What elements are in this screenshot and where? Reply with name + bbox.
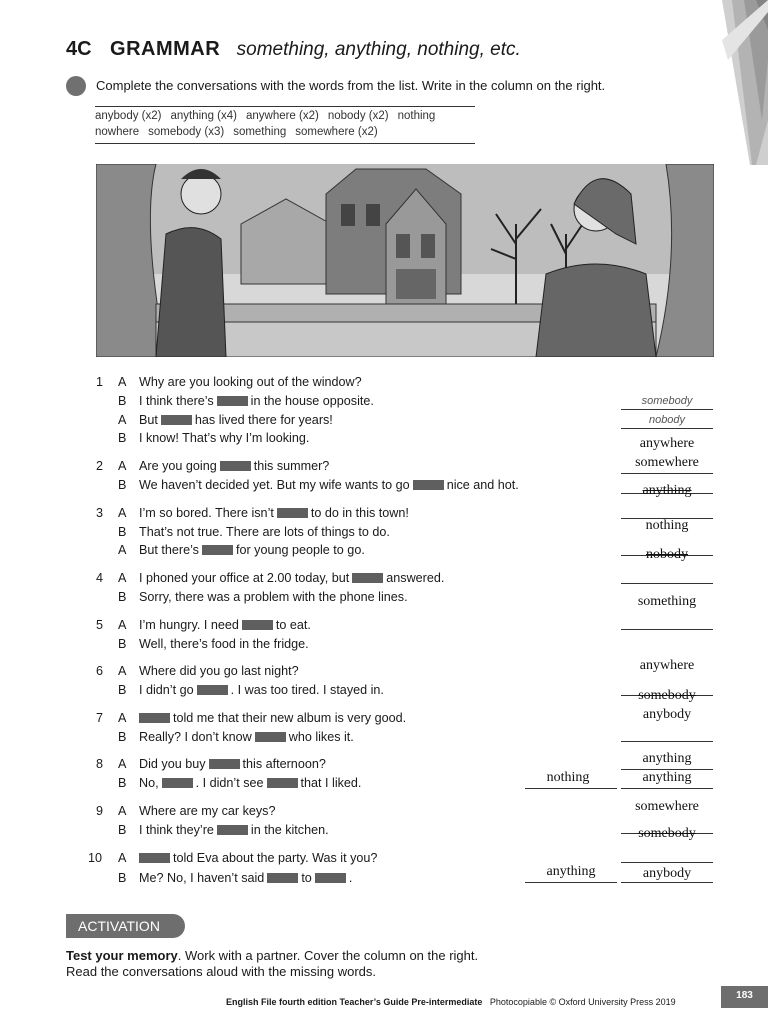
dialogue-line: I’m hungry. I need to eat. <box>139 618 311 632</box>
speaker-label: B <box>118 683 127 697</box>
handwritten-answer: anywhere <box>639 658 695 673</box>
handwritten-answer: anything <box>642 770 692 785</box>
speaker-label: A <box>118 804 127 818</box>
question-number: 1 <box>96 375 104 389</box>
word-item: nothing <box>397 110 436 122</box>
answer-line <box>621 788 713 789</box>
answer-line <box>525 882 617 883</box>
answer-line <box>621 583 713 584</box>
speaker-label: B <box>118 730 127 744</box>
dialogue-line: But has lived there for years! <box>139 413 333 427</box>
word-item: anybody (x2) <box>95 110 162 122</box>
dialogue-line: Me? No, I haven’t said to . <box>139 871 353 885</box>
question-number: 2 <box>96 459 104 473</box>
speaker-label: B <box>118 871 127 885</box>
question-number: 8 <box>96 757 104 771</box>
dialogue-line: We haven’t decided yet. But my wife wants to go nice and hot. <box>139 478 519 492</box>
answer-line <box>621 741 713 742</box>
activation-text-2: Read the conversations aloud with the missing words. <box>66 964 376 979</box>
handwritten-answer: somewhere <box>635 799 699 814</box>
dialogue-line: I know! That’s why I’m looking. <box>139 431 310 445</box>
speaker-label: B <box>118 776 127 790</box>
word-item: nobody (x2) <box>327 110 389 122</box>
margin-answer: anything <box>546 864 596 879</box>
speaker-label: A <box>118 543 127 557</box>
printed-answer: nobody <box>648 414 686 426</box>
footer-book: English File fourth edition Teacher’s Guide Pre-intermediate <box>226 997 483 1007</box>
unit-number: 4C <box>66 38 92 60</box>
dialogue-line: I didn’t go . I was too tired. I stayed in. <box>139 683 384 697</box>
page-title <box>66 38 521 61</box>
illustration-window-scene <box>96 164 714 357</box>
handwritten-answer: anything <box>642 751 692 766</box>
word-list-box <box>95 106 475 144</box>
answer-gap <box>267 778 298 788</box>
answer-line <box>621 409 713 410</box>
speaker-label: A <box>118 618 127 632</box>
speaker-label: A <box>118 459 127 473</box>
corner-stripes-decoration <box>722 0 768 165</box>
handwritten-answer: nothing <box>645 518 689 533</box>
word-item: anything (x4) <box>170 110 237 122</box>
answer-gap <box>242 620 273 630</box>
section-name: GRAMMAR <box>110 38 221 60</box>
answer-gap <box>352 573 383 583</box>
speaker-label: B <box>118 525 127 539</box>
answer-gap <box>139 713 170 723</box>
question-number: 9 <box>96 804 104 818</box>
answer-line <box>621 473 713 474</box>
dialogue-line: No, . I didn’t see that I liked. <box>139 776 362 790</box>
speaker-label: A <box>118 851 127 865</box>
answer-gap <box>139 853 170 863</box>
question-number: 7 <box>96 711 104 725</box>
footer-copyright: Photocopiable © Oxford University Press 2019 <box>489 997 676 1007</box>
page-number: 183 <box>721 986 768 1008</box>
question-number: 4 <box>96 571 104 585</box>
dialogue-line: Are you going this summer? <box>139 459 330 473</box>
speaker-label: A <box>118 711 127 725</box>
answer-gap <box>202 545 233 555</box>
word-list-row <box>95 109 475 125</box>
speaker-label: A <box>118 506 127 520</box>
footer <box>226 997 676 1007</box>
answer-gap <box>161 415 192 425</box>
answer-line <box>621 428 713 429</box>
answer-gap <box>267 873 298 883</box>
answer-gap <box>315 873 346 883</box>
answer-gap <box>220 461 251 471</box>
answer-gap <box>197 685 228 695</box>
handwritten-answer: nobody <box>646 547 688 562</box>
activation-text-1: . Work with a partner. Cover the column on the right. <box>177 948 479 963</box>
answer-line <box>621 629 713 630</box>
margin-answer: nothing <box>546 770 590 785</box>
handwritten-answer: somebody <box>638 688 696 703</box>
activation-text <box>66 948 478 980</box>
answer-line <box>621 882 713 883</box>
speaker-label: A <box>118 571 127 585</box>
handwritten-answer: anywhere <box>639 436 695 451</box>
dialogue-line: Really? I don’t know who likes it. <box>139 730 354 744</box>
question-number: 6 <box>96 664 104 678</box>
answer-line <box>621 862 713 863</box>
speaker-label: A <box>118 413 127 427</box>
handwritten-answer: somewhere <box>635 455 699 470</box>
speaker-label: B <box>118 637 127 651</box>
speaker-label: A <box>118 375 127 389</box>
dialogue-line: Where did you go last night? <box>139 664 299 678</box>
answer-gap <box>217 825 248 835</box>
answer-gap <box>209 759 240 769</box>
activation-bold: Test your memory <box>66 948 178 963</box>
dialogue-line: told Eva about the party. Was it you? <box>136 851 377 865</box>
dialogue-line: Did you buy this afternoon? <box>139 757 326 771</box>
answer-gap <box>162 778 193 788</box>
dialogue-line: Sorry, there was a problem with the phone lines. <box>139 590 408 604</box>
instruction-text: Complete the conversations with the words from the list. Write in the column on the right. <box>96 78 606 93</box>
dialogue-line: I’m so bored. There isn’t to do in this town! <box>139 506 409 520</box>
activation-label: ACTIVATION <box>66 914 185 938</box>
word-item: nowhere <box>95 125 140 138</box>
dialogue-line: That’s not true. There are lots of things to do. <box>139 525 390 539</box>
speaker-label: B <box>118 823 127 837</box>
word-item: somewhere (x2) <box>295 125 378 138</box>
answer-line <box>525 788 617 789</box>
printed-answer: somebody <box>641 395 693 407</box>
word-list-row <box>95 125 475 141</box>
speaker-label: A <box>118 664 127 678</box>
answer-gap <box>413 480 444 490</box>
speaker-label: B <box>118 431 127 445</box>
handwritten-answer: anybody <box>642 707 692 722</box>
speaker-label: A <box>118 757 127 771</box>
question-number: 10 <box>88 851 103 865</box>
dialogue-line: But there’s for young people to go. <box>139 543 365 557</box>
word-item: anywhere (x2) <box>245 110 319 122</box>
handwritten-answer: anything <box>642 483 692 498</box>
handwritten-answer: anybody <box>642 866 692 881</box>
grammar-topic: something, anything, nothing, etc. <box>236 39 521 60</box>
speaker-label: B <box>118 590 127 604</box>
answer-gap <box>277 508 308 518</box>
handwritten-answer: somebody <box>638 826 696 841</box>
dialogue-line: I think they’re in the kitchen. <box>139 823 329 837</box>
dialogue-line: Well, there’s food in the fridge. <box>139 637 309 651</box>
word-item: something <box>233 125 287 138</box>
speaker-label: B <box>118 478 127 492</box>
question-number: 3 <box>96 506 104 520</box>
question-number: 5 <box>96 618 104 632</box>
answer-gap <box>217 396 248 406</box>
answer-gap <box>255 732 286 742</box>
dialogue-line: I phoned your office at 2.00 today, but answered. <box>139 571 445 585</box>
dialogue-line: Why are you looking out of the window? <box>139 375 362 389</box>
word-item: somebody (x3) <box>148 125 225 138</box>
dialogue-line: Where are my car keys? <box>139 804 276 818</box>
dialogue-line: told me that their new album is very good. <box>136 711 406 725</box>
dialogue-line: I think there’s in the house opposite. <box>139 394 374 408</box>
handwritten-answer: something <box>637 594 697 609</box>
speaker-label: B <box>118 394 127 408</box>
exercise-bullet-icon <box>66 76 86 96</box>
